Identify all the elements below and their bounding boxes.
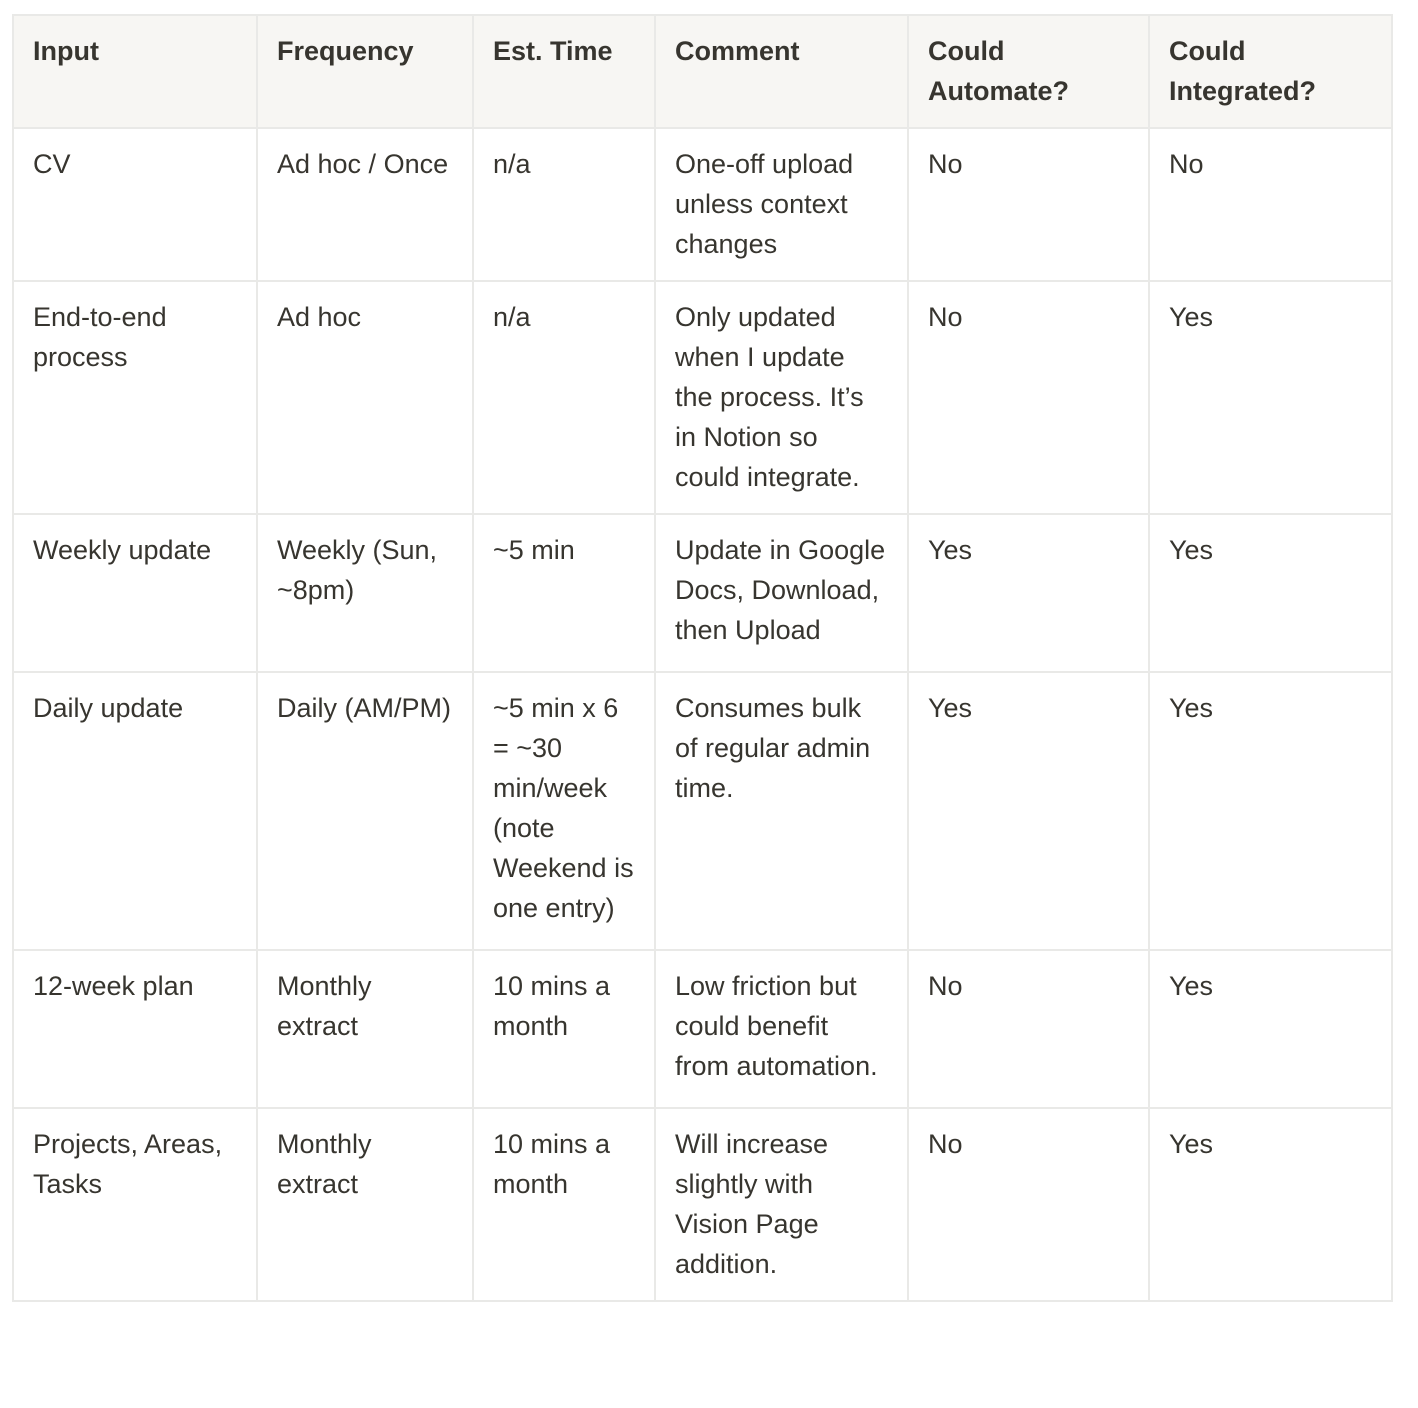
table-row [13,514,1392,672]
cell-comment[interactable]: Low friction but could benefit from automation. [655,950,908,1108]
cell-could-integrated[interactable]: Yes [1149,281,1392,514]
cell-comment[interactable]: Only updated when I update the process. It’s in Notion so could integrate. [655,281,908,514]
data-table [12,14,1393,1302]
cell-input[interactable]: End-to-end process [13,281,257,514]
table-row [13,1108,1392,1301]
cell-input[interactable]: 12-week plan [13,950,257,1108]
cell-frequency[interactable]: Weekly (Sun, ~8pm) [257,514,473,672]
header-est-time[interactable]: Est. Time [473,15,655,128]
header-comment[interactable]: Comment [655,15,908,128]
header-input[interactable]: Input [13,15,257,128]
cell-est-time[interactable]: 10 mins a month [473,950,655,1108]
cell-could-automate[interactable]: No [908,128,1149,281]
cell-could-automate[interactable]: No [908,950,1149,1108]
cell-could-integrated[interactable]: Yes [1149,950,1392,1108]
cell-comment[interactable]: Will increase slightly with Vision Page addition. [655,1108,908,1301]
header-could-automate[interactable]: Could Automate? [908,15,1149,128]
cell-could-automate[interactable]: No [908,281,1149,514]
cell-input[interactable]: Daily update [13,672,257,950]
cell-est-time[interactable]: ~5 min [473,514,655,672]
cell-frequency[interactable]: Ad hoc / Once [257,128,473,281]
cell-comment[interactable]: One-off upload unless context changes [655,128,908,281]
cell-frequency[interactable]: Ad hoc [257,281,473,514]
cell-input[interactable]: Weekly update [13,514,257,672]
cell-could-integrated[interactable]: Yes [1149,1108,1392,1301]
cell-could-integrated[interactable]: Yes [1149,514,1392,672]
cell-comment[interactable]: Consumes bulk of regular admin time. [655,672,908,950]
table-row [13,950,1392,1108]
cell-est-time[interactable]: ~5 min x 6 = ~30 min/week (note Weekend is one entry) [473,672,655,950]
table-row [13,281,1392,514]
cell-could-automate[interactable]: No [908,1108,1149,1301]
cell-est-time[interactable]: 10 mins a month [473,1108,655,1301]
data-table-container [12,14,1393,1302]
cell-est-time[interactable]: n/a [473,128,655,281]
cell-could-integrated[interactable]: Yes [1149,672,1392,950]
header-could-integrated[interactable]: Could Integrated? [1149,15,1392,128]
table-row [13,128,1392,281]
cell-could-automate[interactable]: Yes [908,672,1149,950]
cell-input[interactable]: Projects, Areas, Tasks [13,1108,257,1301]
table-row [13,672,1392,950]
cell-could-automate[interactable]: Yes [908,514,1149,672]
cell-frequency[interactable]: Daily (AM/PM) [257,672,473,950]
cell-frequency[interactable]: Monthly extract [257,950,473,1108]
cell-frequency[interactable]: Monthly extract [257,1108,473,1301]
cell-est-time[interactable]: n/a [473,281,655,514]
table-header-row [13,15,1392,128]
header-frequency[interactable]: Frequency [257,15,473,128]
cell-input[interactable]: CV [13,128,257,281]
cell-could-integrated[interactable]: No [1149,128,1392,281]
cell-comment[interactable]: Update in Google Docs, Download, then Upload [655,514,908,672]
